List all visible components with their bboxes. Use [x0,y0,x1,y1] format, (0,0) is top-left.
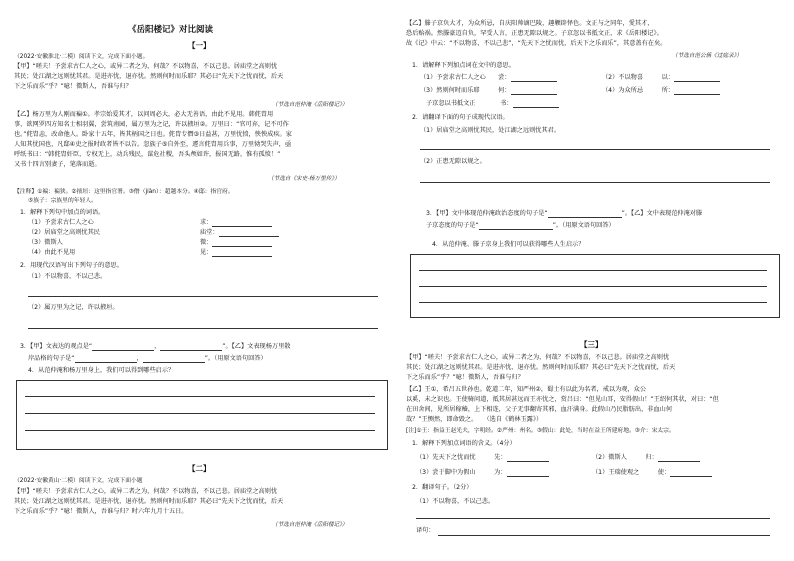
answer-blank[interactable] [75,356,137,363]
q1-label: 1．解释下列句中加点的词语。 [20,209,105,216]
passage-yi-line: 故《记》中云：“不以物喜，不以己悲”，“先天下之忧而忧，后天下之乐而乐”，其意盖有在矣。 [406,40,667,47]
q1-item-text: （2）居庙堂之高则忧其民 [28,229,100,236]
answer-line [419,286,767,287]
section-1-instruction: （2022·安徽淮北·二模）阅读下文，完成下面小题。 [14,54,149,60]
answer-line [25,413,375,414]
q1-item: （2）不以物喜 以： [602,74,720,82]
q2-answer-label: 译句： [416,527,435,534]
q2-item: （1）不以物喜，不以己悲。 [416,498,495,505]
q1-item: （4）为众所忌 所： [602,87,720,95]
answer-blank[interactable] [548,211,622,218]
answer-line[interactable] [416,518,770,519]
q1-item-text: （1）予尝求古仁人之心 [28,219,94,226]
passage-jia-source: （节选自范仲淹《岳阳楼记》） [272,522,348,528]
notes-line: [注]①王：指益王赵光夫，字明经。②严州：州名。③假山：此处，当时在益王所建府地。③介：宋太宗。 [406,428,675,434]
q1-item-word: 求： [200,219,272,227]
answer-blank[interactable] [511,88,557,95]
answer-box[interactable] [16,380,388,450]
answer-line [25,396,375,397]
answer-line [419,270,767,271]
q1-label: 1．请解释下列加点词在文中的意思。 [412,62,515,69]
passage-yi-line: 人知其忧国也，凡邸④吏之报时政者皆不以告。忽族子⑤自外至，遽言侂胄用兵事，万里恸哭失声，亟 [14,141,292,148]
q3-line: 岸品格的句子是“ ， ”。（用原文语句回答） [28,355,267,362]
q1-item: 子京忽以书抵文正 书： [426,100,559,108]
answer-blank[interactable] [212,240,272,247]
q1-item-word: 庙堂： [200,229,279,237]
answer-line[interactable] [438,535,770,536]
q1-item: （1）王瑞使观之 使： [592,469,712,477]
left-column [10,0,395,561]
q1-item: （3）尝于脚中为假山 为： [416,469,549,477]
passage-yi-line: 哉？”王恻然，即命毁之。 （选自《鹤林玉露》） [406,416,543,423]
passage-jia-line: 其民；处江湖之远则忧其君。是进亦忧，退亦忧。然则何时而乐耶？其必曰“先天下之忧而忧，后天 [406,364,676,371]
q3-line: 3．【甲】文中体现范仲淹政治态度的句子是“ ”。【乙】文中表现范仲淹对滕 [426,210,703,217]
answer-line[interactable] [420,182,770,183]
section-heading-1: 【一】 [188,41,211,50]
q2-item: （2）正患无隙以规之。 [420,158,486,165]
answer-blank[interactable] [507,455,549,462]
passage-jia-line: 下之乐而乐”乎？”噫！微斯人，吾谁与归？时六年九月十五日。 [14,508,188,515]
answer-line [419,302,767,303]
q2-label: 2．用现代汉语写出下列句子的意思。 [20,262,123,269]
notes-line: ⑤族子：宗族里的年轻人。 [28,198,97,204]
q3-line: 子京态度的句子是“ ”。（用原文语句回答） [426,222,615,229]
passage-jia-line: 【甲】“嗟夫！予尝求古仁人之心，或异二者之为，何哉？不以物喜，不以己悲。居庙堂之高则忧 [14,63,278,70]
answer-line [25,430,375,431]
q1-label: 1．解释下列加点词语的含义。（4分） [412,440,516,447]
passage-jia-source: （节选自范仲淹《岳阳楼记》） [272,102,348,108]
q1-item-text: （3）微斯人 [28,239,63,246]
passage-yi-line: 以奚，未之识也。王使骑问道，抵其居甚远而王亦忧之，赏吕曰：“但见山耳，安得假山！”王绍何其状，对曰：“但 [406,396,719,403]
passage-yi-line: 恐后贻祸。然滕豪迈自负，罕受人言，正患无隙以规之。子京忽以书抵文正，求《岳阳楼记》。 [406,30,663,37]
passage-yi-source: （节选自《宋史·杨万里传》） [268,176,340,182]
passage-yi-line: 【乙】王①，希吕五世孙也。乾道二年，知严州②，蜀士有以此为名者，戒以为观，众公 [406,386,647,393]
answer-line[interactable] [28,296,378,297]
answer-blank[interactable] [212,250,272,257]
q2-item: （1）不以物喜，不以己悲。 [28,273,107,280]
notes-line: 【注释】①褊：褊狭。②掖垣：这里指官署。③僭（jiàn）：超越本分。④邸：指官府。 [14,189,234,195]
q1-item-word: 微： [200,239,272,247]
passage-yi-line: 【乙】杨万里为人刚而褊①。孝宗始爱其才，以问周必大，必大无善语，由此不见用。韩侂胄用 [14,111,274,118]
q4-prompt: 4．从范仲淹、滕子京身上我们可以获得哪些人生启示？ [432,241,585,248]
page-title: 《岳阳楼记》对比阅读 [128,25,214,35]
q2-label: 2．请翻译下面的句子成现代汉语。 [412,114,509,121]
q1-item-text: （4）由此不见用 [28,249,76,256]
passage-yi-line: 【乙】滕子京负大才，为众所忌，自庆阳帅谪巴陵，趣颗辟怿色。文正与之同年，愛其才， [406,20,654,27]
section-heading-3: 【三】 [580,340,603,349]
answer-blank[interactable] [674,88,720,95]
q3-line: 3．【甲】文表达的观点是“ ， ”。【乙】文表现杨万里散 [20,343,291,350]
passage-yi-line: 在田舍间，见所居稼穑，上下相连，父子无事翻寄其邪，血汗满身。此假山乃民脂肪出，非血山何 [406,406,673,413]
section-heading-2: 【二】 [188,464,211,473]
passage-jia-line: 【甲】“嗟夫！予尝求古仁人之心，或异二者之为，何哉？不以物喜，不以己悲。居庙堂之高则忧 [406,354,670,361]
answer-blank[interactable] [92,344,154,351]
q1-item: （2）微斯人 归： [592,454,700,462]
answer-blank[interactable] [219,230,279,237]
section-2-instruction: （2022·安徽黄山·二模）阅读下文，完成下面小题 [14,478,143,484]
answer-box[interactable] [410,254,780,318]
answer-blank[interactable] [143,356,205,363]
q2-label: 2．翻译句子。（2分） [412,484,473,491]
answer-blank[interactable] [674,75,720,82]
passage-yi-line: 也。”侂胄恚，改命他人。卧家十五年，皆其柄国之日也。侂胄专僭③日益甚，万里忧愤，怏怏成疾。家 [14,131,292,138]
q2-item: （1）居庙堂之高则忧其民，处江湖之远则忧其君。 [420,127,561,134]
passage-yi-source: （节选自范公偁《过庭录》） [672,53,742,59]
q1-item: （1）先天下之忧而忧 先： [416,454,549,462]
answer-blank[interactable] [670,470,712,477]
q1-item: （3）然则何时而乐耶 何： [420,87,557,95]
answer-blank[interactable] [658,455,700,462]
answer-blank[interactable] [212,220,272,227]
passage-yi-line: 又书十四言别妻子，笔落而逝。 [14,161,101,168]
passage-jia-line: 其民；处江湖之远则忧其君。是进亦忧，退亦忧。然则何时而乐耶？其必曰“先天下之忧而忧，后天 [14,73,284,80]
answer-blank[interactable] [507,470,549,477]
q1-item: （1）予尝求古仁人之心 尝： [420,74,557,82]
passage-yi-line: 事，欲网罗四方知名士相羽翼，尝筑南园，属万里为之记，许以掖垣②。万里曰：“官可弃，记不可作 [14,121,289,128]
passage-jia-line: 下之乐而乐”乎？”噫！微斯人，吾谁与归？ [406,374,524,381]
answer-blank[interactable] [160,344,222,351]
answer-line[interactable] [28,328,378,329]
passage-jia-line: 【甲】“嗟夫！予尝求古仁人之心，或异二者之为，何哉？不以物喜，不以己悲。居庙堂之高则忧 [14,488,278,495]
answer-blank[interactable] [479,223,553,230]
passage-jia-line: 下之乐而乐”乎？”噫！微斯人，吾谁与归？ [14,83,132,90]
passage-jia-line: 其民；处江湖之远则忧其君。是进亦忧，退亦忧。然则何时而乐耶？其必曰“先天下之忧而忧，后天 [14,498,284,505]
answer-blank[interactable] [511,75,557,82]
q2-item: （2）属万里为之记，许以掖垣。 [28,304,119,311]
right-column [402,0,787,561]
answer-blank[interactable] [513,101,559,108]
answer-line[interactable] [420,149,770,150]
q4-prompt: 4．从范仲淹和杨万里身上，我们可以得到哪些启示？ [28,367,175,374]
q1-item-word: 见： [200,249,272,257]
passage-yi-line: 呼纸书曰：“韩侂胄奸臣，专权无上，动兵残民，谋危社稷，吾头颅如许，报国无路，惟有孤愤！” [14,151,281,158]
